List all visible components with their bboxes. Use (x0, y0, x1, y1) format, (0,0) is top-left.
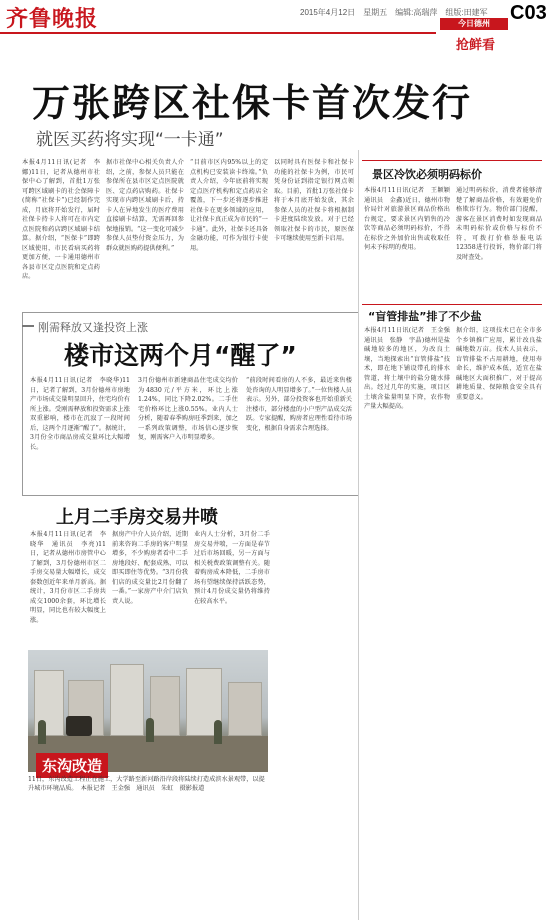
photo-label: 东沟改造 (36, 753, 108, 778)
section-subtitle: 抢鲜看 (456, 37, 496, 52)
secondhand-headline: 上月二手房交易井喷 (56, 507, 218, 528)
sidebar-rule (362, 304, 542, 305)
dateline: 2015年4月12日 星期五 编辑:高瑞萍 组版:田建军 (300, 8, 488, 17)
sidebar-headline: 景区冷饮必须明码标价 (372, 168, 482, 181)
masthead (0, 0, 550, 34)
sidebar-rule (362, 160, 542, 161)
main-story-column: 据市社保中心相关负责人介绍，之前，参保人员只能在参保所在县市区定点医院就医、定点药店购药。社保卡实现市内跨区域刷卡后，持卡人在异地发生的医疗费用直接刷卡结算，无需再回参保地报销。“这一变化可减少参保人员垫付资金压力，为群众就医购药提供便利。” (106, 159, 184, 252)
housing-column: “前段时间看房的人不多，最近来售楼处咨询的人明显增多了。”一位售楼人员表示。另外，部分投资客也开始重新关注楼市，部分楼盘的小户型产品成交活跃。专家提醒，购房者应理性看待市场变化，根据自身需求合理选择。 (246, 377, 352, 432)
main-story-column: “目前市区内95%以上的定点机构已安装读卡终端。”负责人介绍，今年底前将实现定点医疗机构和定点药店全覆盖，下一步还将逐步推进社保卡在更多领域的应用，让社保卡真正成为市民的“一卡通”。此外，社保卡还具备金融功能，可作为银行卡使用。 (190, 159, 268, 252)
main-story-column: 以同时具有医保卡和社保卡功能的社保卡为例，市民可凭身份证到指定银行网点领取。目前，首批1万张社保卡将于本月底开始发放，其余参保人员的社保卡将根据制卡进度陆续发放。对于已经领取社保卡的市民，原医保卡可继续使用至新卡启用。 (274, 159, 354, 242)
sidebar-headline: “盲管排盐”排了不少盐 (368, 310, 482, 323)
kicker-dash (22, 325, 34, 327)
secondhand-column: 业内人士分析，3月份二手房交易井喷，一方面是春节过后市场回暖，另一方面与相关税费政策调整有关。随着购房成本降低，二手房市场有望继续保持活跃态势，预计4月份成交量仍将维持在较高水平。 (194, 531, 270, 605)
housing-headline: 楼市这两个月“醒了” (64, 341, 297, 370)
main-subhead: 就医买药将实现“一卡通” (36, 130, 224, 150)
photo-caption: 11日，东沟改造工程正在施工，大学路至新河路沿岸段将陆续打造成滨水景观带，以提升城市环境品质。 本报记者 王金强 通讯员 朱虹 摄影报道 (28, 776, 265, 792)
housing-column: 3月份德州市新建商品住宅成交均价为4830元/平方米，环比上涨1.24%，同比下降2.02%。二手住宅价格环比上涨0.55%。业内人士分析，随着春季购房旺季到来，加之一系列政策调整，市场信心逐步恢复，刚需客户入市明显增多。 (138, 377, 238, 441)
sidebar-column: 通过明码标价，消费者能够清楚了解商品价格，有效避免价格欺诈行为。物价部门提醒，游客在景区消费时如发现商品未明码标价或价格与标价不符，可拨打价格举报电话12358进行投诉，物价部门将及时查处。 (456, 187, 542, 261)
main-headline: 万张跨区社保卡首次发行 (32, 81, 473, 125)
secondhand-column: 本报4月11日讯(记者 李晓华 通讯员 李亮)11日，记者从德州市房管中心了解到，3月份德州市区二手房交易量大幅增长，成交套数创近年来单月新高。据统计，3月份市区二手房共成交1000余套，环比增长明显，同比也有较大幅度上涨。 (30, 531, 106, 624)
sidebar-column: 本报4月11日讯(记者 王颖颖 通讯员 金鑫)近日，德州市物价局针对旅游景区商品价格出台规定，要求景区内销售的冷饮等商品必须明码标价，不得在标价之外加价出售或收取任何未予标明的费用。 (364, 187, 457, 251)
secondhand-column: 据房产中介人员介绍，近期前来咨询二手房的客户明显增多，不少购房者看中二手房地段好、配套成熟、可以即买即住等优势。“3月份我们店的成交量比2月份翻了一番。”一家房产中介门店负责人说。 (112, 531, 188, 605)
paper-logo: 齐鲁晚报 (6, 6, 99, 32)
sidebar-column: 据介绍，这项技术已在全市多个乡镇推广应用，累计改良盐碱地数万亩。技术人员表示，盲管排盐不占用耕地，使用寿命长，维护成本低，适宜在盐碱地区大面积推广，对于提高耕地质量、保障粮食安全具有重要意义。 (456, 327, 542, 401)
housing-kicker: 刚需释放又逢投资上涨 (38, 321, 148, 334)
page-code: C03 (510, 2, 547, 24)
main-story-column: 本报4月11日讯(记者 李娜)11日，记者从德州市社保中心了解到，首批1万张可跨区域刷卡的社会保障卡(简称“社保卡”)已经制作完成，月底将开始发行，届时社保卡持卡人将可在市内定点医院和药店跨区域刷卡结算。据介绍，“医保卡”即跨区域使用，市民看病买药将更加方便，一卡通用德州市各县市区定点医院和定点药店。 (22, 159, 100, 280)
housing-column: 本报4月11日讯(记者 李晓华)11日，记者了解到，3月份德州市房地产市场成交量明显回升，住宅均价有所上涨。受刚需释放和投资需求上涨双重影响，楼市在沉寂了一段时间后，这两个月逐渐“醒了”。据统计，3月份全市商品房成交量环比大幅增长。 (30, 377, 130, 451)
masthead-rule (0, 32, 436, 34)
column-divider (358, 150, 359, 920)
section-tag: 今日德州 (440, 18, 508, 30)
sidebar-column: 本报4月11日讯(记者 王金强 通讯员 张静 宇晶)德州是盐碱地较多的地区，为改良土壤，当地探索出“盲管排盐”技术，即在地下铺设带孔的排水管道，将土壤中的盐分随水排出。经过几年的实施，项目区土壤含盐量明显下降，农作物产量大幅提高。 (364, 327, 457, 410)
